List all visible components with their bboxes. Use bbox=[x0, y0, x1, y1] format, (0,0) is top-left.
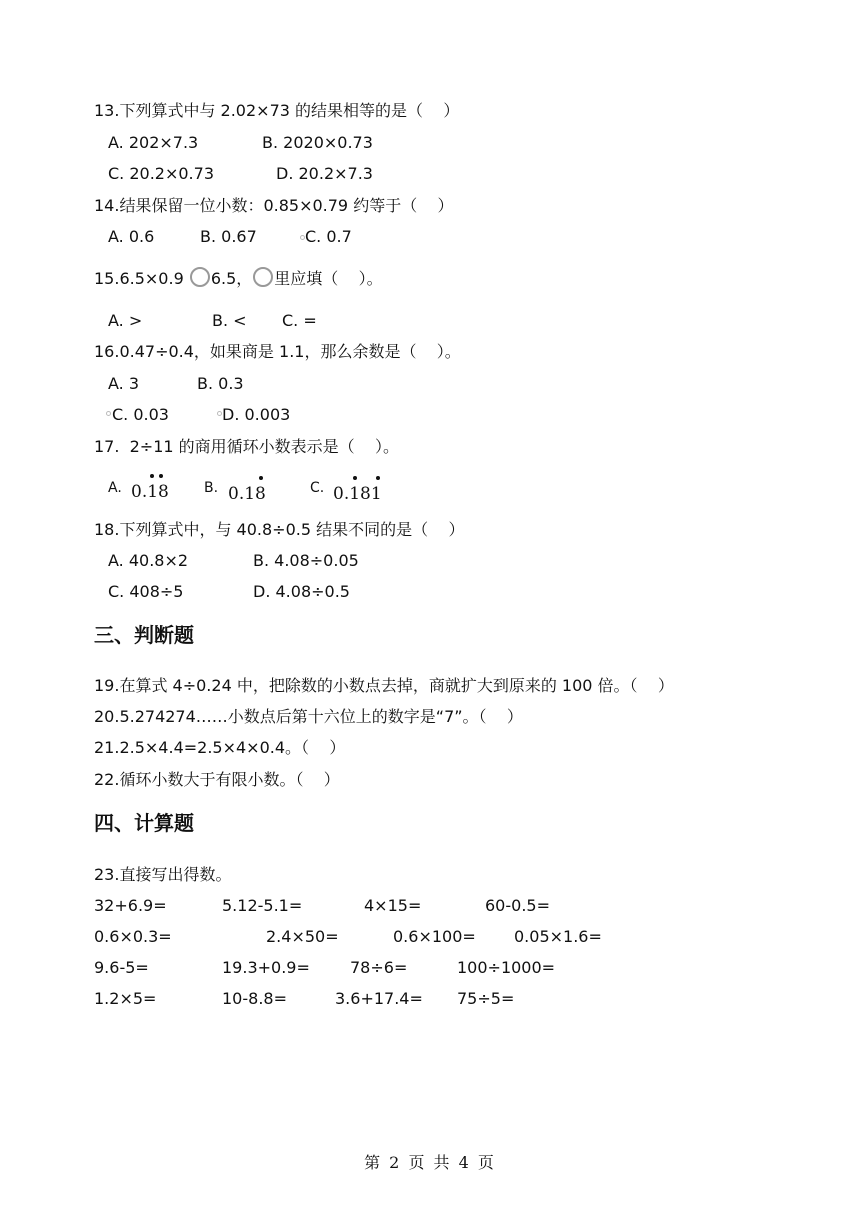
calc-item: 4×15= bbox=[364, 896, 422, 915]
q18-option-a: A. 40.8×2 bbox=[108, 551, 189, 570]
repeating-dot bbox=[376, 476, 380, 480]
repeating-dot bbox=[159, 474, 163, 478]
blank-circle-icon bbox=[253, 267, 273, 287]
q18-option-d: D. 4.08÷0.5 bbox=[253, 582, 350, 601]
q13-option-b: B. 2020×0.73 bbox=[262, 133, 373, 152]
question-17-stem: 17. 2÷11 的商用循环小数表示是（ ）。 bbox=[94, 437, 399, 456]
calc-item: 5.12-5.1= bbox=[222, 896, 303, 915]
question-13-stem: 13.下列算式中与 2.02×73 的结果相等的是（ ） bbox=[94, 101, 460, 120]
stray-mark bbox=[106, 411, 111, 416]
q15-stem-part-1: 15.6.5×0.9 bbox=[94, 269, 189, 288]
calc-item: 2.4×50= bbox=[266, 927, 339, 946]
q18-option-b: B. 4.08÷0.05 bbox=[253, 551, 359, 570]
q14-option-c: C. 0.7 bbox=[305, 227, 352, 246]
q15-option-a: A. > bbox=[108, 311, 143, 330]
q15-stem-part-3: 里应填（ ）。 bbox=[274, 269, 383, 288]
calc-item: 0.05×1.6= bbox=[514, 927, 602, 946]
question-16-stem: 16.0.47÷0.4，如果商是 1.1，那么余数是（ ）。 bbox=[94, 342, 461, 361]
q16-option-c: C. 0.03 bbox=[112, 405, 169, 424]
question-22: 22.循环小数大于有限小数。（ ） bbox=[94, 770, 340, 789]
calc-item: 60-0.5= bbox=[485, 896, 550, 915]
q17-option-a-label: A. bbox=[108, 480, 122, 496]
q15-option-c: C. = bbox=[282, 311, 317, 330]
section-heading-calculation: 四、计算题 bbox=[94, 811, 194, 835]
q13-option-d: D. 20.2×7.3 bbox=[276, 164, 373, 183]
q15-option-b: B. < bbox=[212, 311, 247, 330]
calc-item: 10-8.8= bbox=[222, 989, 287, 1008]
calc-item: 9.6-5= bbox=[94, 958, 149, 977]
calc-item: 32+6.9= bbox=[94, 896, 167, 915]
q17-option-c-value: 0.181 bbox=[333, 484, 382, 504]
calc-item: 3.6+17.4= bbox=[335, 989, 423, 1008]
q13-option-c: C. 20.2×0.73 bbox=[108, 164, 214, 183]
q16-option-a: A. 3 bbox=[108, 374, 140, 393]
q16-option-b: B. 0.3 bbox=[197, 374, 244, 393]
q17-option-b-label: B. bbox=[204, 480, 219, 496]
repeating-dot bbox=[150, 474, 154, 478]
q14-option-a: A. 0.6 bbox=[108, 227, 155, 246]
q17-option-c-label: C. bbox=[310, 480, 325, 496]
calc-item: 78÷6= bbox=[350, 958, 408, 977]
q13-option-a: A. 202×7.3 bbox=[108, 133, 199, 152]
q17-option-b-value: 0.18 bbox=[228, 484, 266, 504]
page-number-footer: 第 2 页 共 4 页 bbox=[364, 1153, 496, 1172]
q16-option-d: D. 0.003 bbox=[222, 405, 291, 424]
question-23-stem: 23.直接写出得数。 bbox=[94, 865, 232, 884]
calc-item: 19.3+0.9= bbox=[222, 958, 310, 977]
q17-option-a-value: 0.18 bbox=[131, 482, 169, 502]
question-20: 20.5.274274……小数点后第十六位上的数字是“7”。（ ） bbox=[94, 707, 523, 726]
blank-circle-icon bbox=[190, 267, 210, 287]
calc-item: 75÷5= bbox=[457, 989, 515, 1008]
calc-item: 0.6×0.3= bbox=[94, 927, 172, 946]
question-21: 21.2.5×4.4=2.5×4×0.4。（ ） bbox=[94, 738, 346, 757]
repeating-dot bbox=[353, 476, 357, 480]
question-14-stem: 14.结果保留一位小数：0.85×0.79 约等于（ ） bbox=[94, 196, 454, 215]
calc-item: 1.2×5= bbox=[94, 989, 157, 1008]
calc-item: 0.6×100= bbox=[393, 927, 476, 946]
question-15-stem bbox=[94, 267, 383, 290]
section-heading-judgment: 三、判断题 bbox=[94, 623, 194, 647]
q15-stem-part-2: 6.5， bbox=[210, 269, 253, 288]
repeating-dot bbox=[259, 476, 263, 480]
q18-option-c: C. 408÷5 bbox=[108, 582, 184, 601]
question-19: 19.在算式 4÷0.24 中，把除数的小数点去掉，商就扩大到原来的 100 倍。（ ） bbox=[94, 676, 674, 695]
question-18-stem: 18.下列算式中，与 40.8÷0.5 结果不同的是（ ） bbox=[94, 520, 465, 539]
q14-option-b: B. 0.67 bbox=[200, 227, 257, 246]
calc-item: 100÷1000= bbox=[457, 958, 556, 977]
